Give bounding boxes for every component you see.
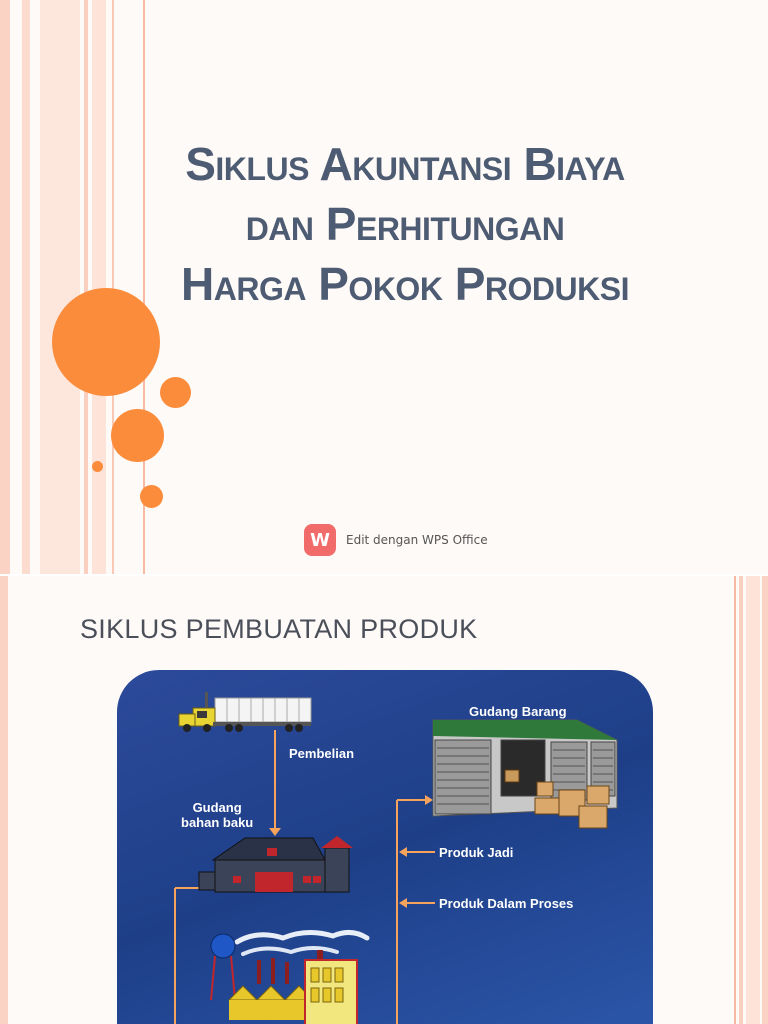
decor-stripe [0, 0, 10, 576]
decor-circle [140, 485, 163, 508]
truck-icon [179, 692, 311, 732]
slide-title [140, 134, 670, 314]
wps-logo-icon [304, 524, 336, 556]
arrow-head [425, 795, 433, 805]
decor-stripe [734, 576, 736, 1024]
production-cycle-diagram [117, 670, 653, 1024]
decor-stripe [84, 0, 88, 576]
decor-stripe [762, 576, 768, 1024]
arrow-head [399, 898, 407, 908]
decor-circle [111, 409, 164, 462]
decor-stripe [0, 576, 8, 1024]
label-line: Gudang [192, 800, 242, 815]
decor-stripe [22, 0, 30, 576]
wps-logo-letter: W [310, 529, 330, 551]
decor-circle [160, 377, 191, 408]
decor-stripe [746, 576, 760, 1024]
label-produk-jadi: Produk Jadi [439, 845, 514, 860]
label-line: bahan baku [181, 815, 254, 830]
wps-edit-badge[interactable] [304, 524, 488, 556]
title-line: dan Perhitungan [245, 198, 565, 250]
decor-circle [92, 461, 103, 472]
decor-stripe [40, 0, 80, 576]
title-line: Harga Pokok Produksi [181, 258, 629, 310]
label-produk-dalam-proses: Produk Dalam Proses [439, 896, 574, 911]
title-line: Siklus Akuntansi Biaya [185, 138, 625, 190]
slide-title: SIKLUS PEMBUATAN PRODUK [80, 614, 478, 644]
cycle-slide [0, 576, 768, 1024]
label-gudang-barang: Gudang Barang [469, 704, 567, 719]
label-pembelian: Pembelian [289, 746, 355, 761]
decor-stripe [739, 576, 743, 1024]
wps-edit-label: Edit dengan WPS Office [346, 533, 488, 547]
arrow-head [399, 847, 407, 857]
warehouse-icon [199, 836, 353, 892]
arrow-head [269, 828, 281, 836]
factory-icon [211, 932, 367, 1024]
decor-circle-large [52, 288, 160, 396]
label-gudang-bahan-baku [181, 800, 253, 830]
